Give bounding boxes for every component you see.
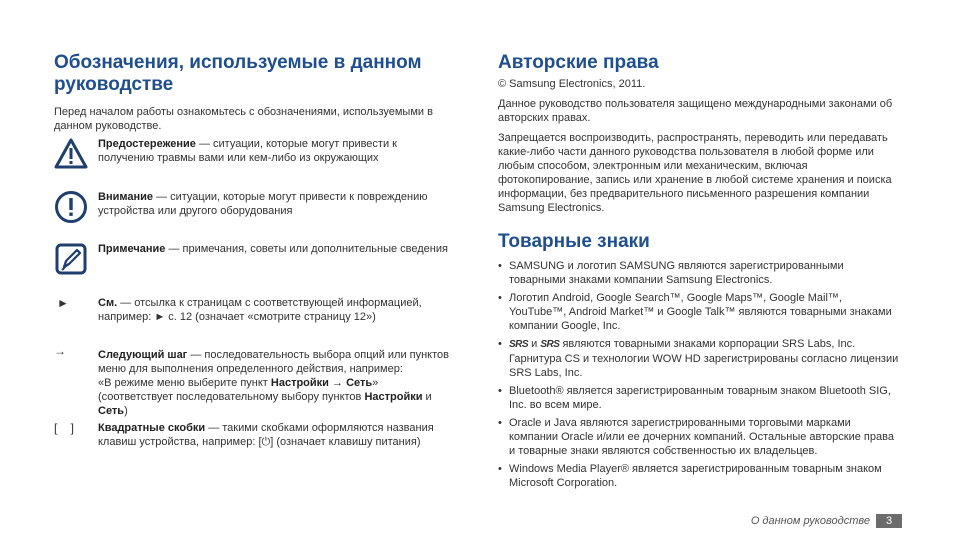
copyright-title: Авторские права <box>498 52 659 73</box>
convention-caution-text: Внимание — ситуации, которые могут привести к повреждению устройства или другого оборудования <box>98 191 428 217</box>
footer-section-label: О данном руководстве <box>750 515 870 527</box>
page-footer <box>751 514 902 528</box>
conventions-title: Обозначения, используемые в данном руководстве <box>54 52 422 95</box>
arrow-right-icon: → <box>54 344 66 358</box>
trademarks-list <box>498 259 902 490</box>
copyright-paragraph-2: Запрещается воспроизводить, распространять, переводить или передавать какие-либо части данного руководства пользователя в любой форме или любым способом, электронным или механическим, включая фотокопирование, запись или хранение в любой системе хранения и поиска информации, без предварительного письменного разрешения компании Samsung Electronics. <box>498 132 892 214</box>
srs-cs-logo: SRS <box>509 339 529 350</box>
convention-next-step-text: Следующий шаг — последовательность выбора опций или пунктов меню для выполнения определенного действия, например: «В режиме меню выберите пункт Настройки → Сеть» (соответствует последовательному выбору пунктов Настройки и Сеть) <box>98 349 449 417</box>
caution-exclamation-icon <box>54 190 88 224</box>
list-item: • Windows Media Player® является зарегистрированным товарным знаком Microsoft Corporation. <box>498 462 902 490</box>
power-key-icon: ⏻ <box>261 436 271 448</box>
triangle-right-icon: ► <box>57 296 69 310</box>
list-item: • Логотип Android, Google Search™, Google Maps™, Google Mail™, YouTube™, Android Market™ и Google Talk™ являются товарными знаками компании Google, Inc. <box>498 291 902 333</box>
list-item: • SRS и SRS являются товарными знаками корпорации SRS Labs, Inc. Гарнитура CS и технологии WOW HD зарегистрированы согласно лицензии SRS Labs, Inc. <box>498 337 902 380</box>
right-column <box>498 52 902 494</box>
list-item: • SAMSUNG и логотип SAMSUNG являются зарегистрированными товарными знаками компании Samsung Electronics. <box>498 259 902 287</box>
square-brackets-icon: [ ] <box>54 421 75 435</box>
list-item: • Oracle и Java являются зарегистрированными торговыми марками компании Oracle и/или ее дочерних компаний. Остальные авторские права и товарные знаки являются собственностью их владельцев. <box>498 416 902 458</box>
conventions-list <box>54 0 454 557</box>
convention-brackets-text: Квадратные скобки — такими скобками оформляются названия клавиш устройства, например: [⏻] (означает клавишу питания) <box>98 422 434 448</box>
trademarks-title: Товарные знаки <box>498 231 650 252</box>
convention-note-text: Примечание — примечания, советы или дополнительные сведения <box>98 243 448 255</box>
copyright-line: © Samsung Electronics, 2011. <box>498 78 646 90</box>
convention-see-text: См. — отсылка к страницам с соответствующей информацией, например: ► с. 12 (означает «смотрите страницу 12») <box>98 297 422 323</box>
warning-triangle-icon <box>54 137 88 171</box>
conventions-intro: Перед началом работы ознакомьтесь с обозначениями, используемыми в данном руководстве. <box>54 106 433 132</box>
page-number: 3 <box>876 514 902 528</box>
convention-warning-text: Предостережение — ситуации, которые могут привести к получению травмы вами или кем-либо из окружающих <box>98 138 397 164</box>
list-item: • Bluetooth® является зарегистрированным товарным знаком Bluetooth SIG, Inc. во всем мире. <box>498 384 902 412</box>
copyright-paragraph-1: Данное руководство пользователя защищено международными законами об авторских правах. <box>498 98 893 124</box>
srs-wowhd-logo: SRS <box>540 339 560 350</box>
note-pen-icon <box>54 242 88 276</box>
